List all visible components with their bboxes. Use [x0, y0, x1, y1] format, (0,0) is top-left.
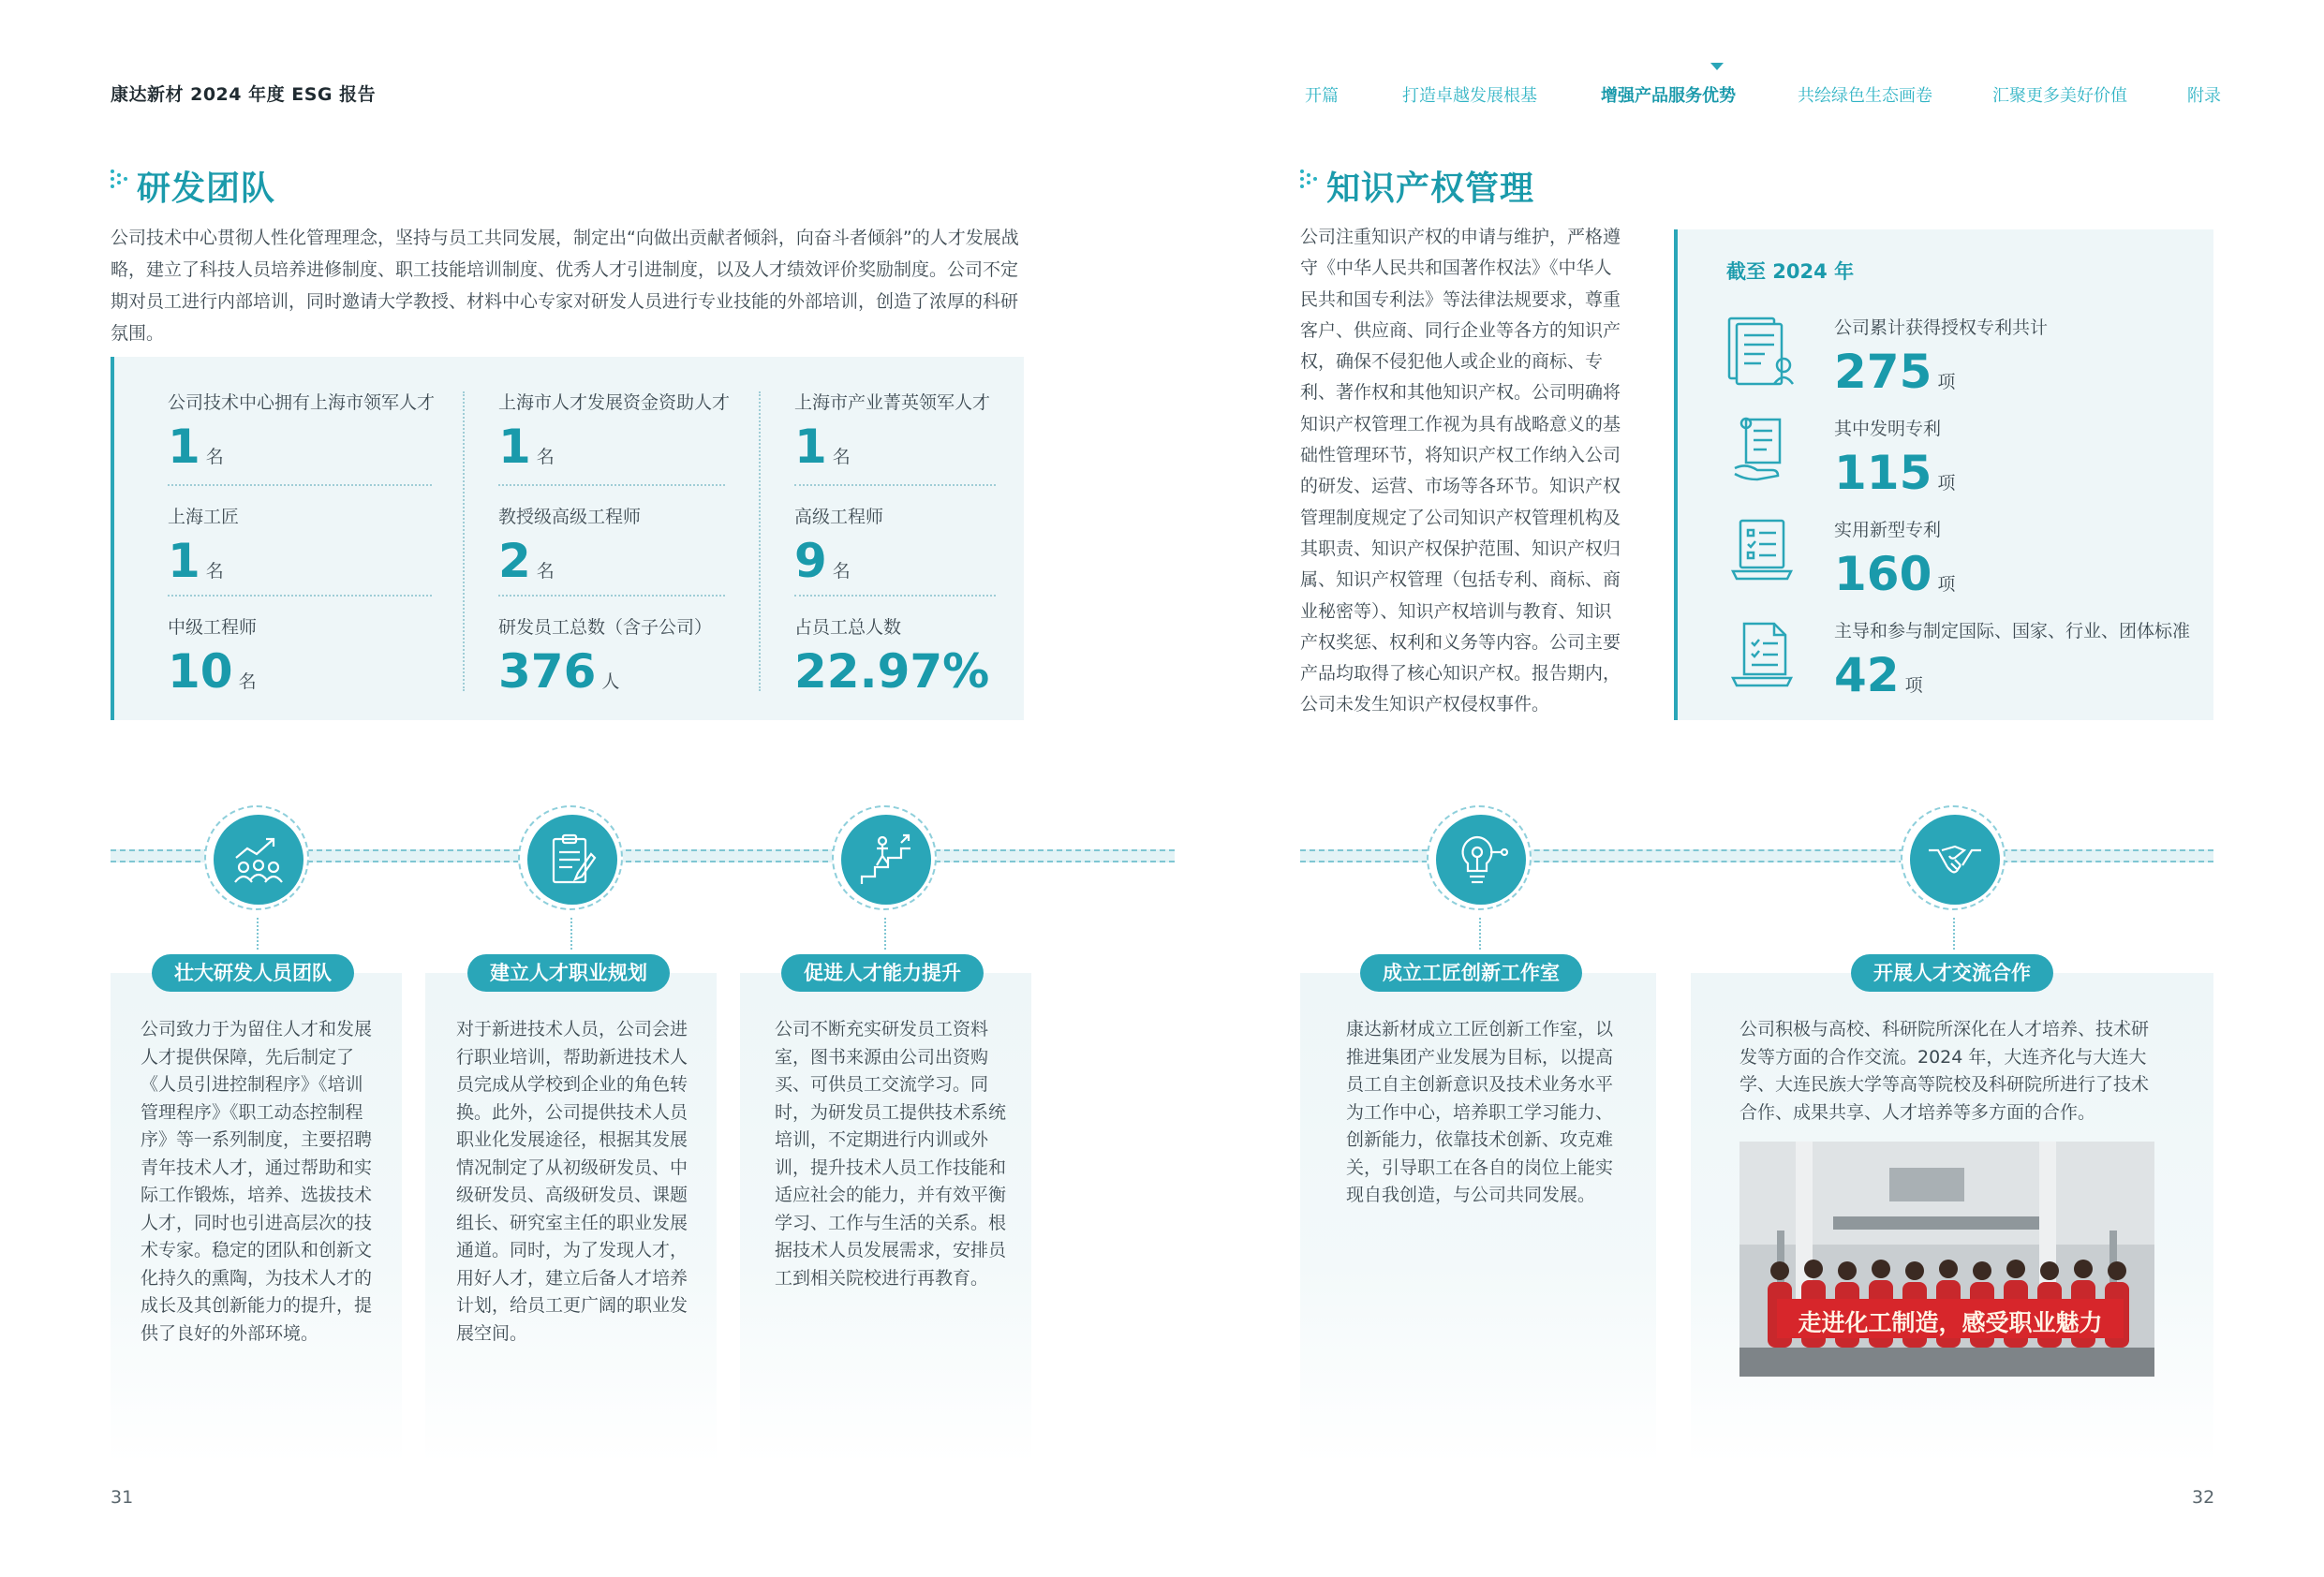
checklist-laptop-icon [1729, 517, 1795, 584]
timeline-title-pill: 促进人才能力提升 [781, 954, 984, 992]
nav-product-service[interactable]: 增强产品服务优势 [1601, 86, 1736, 106]
row-divider [794, 595, 996, 597]
ip-management-title: 知识产权管理 [1326, 169, 1535, 208]
stat-unit: 名 [536, 561, 555, 582]
ip-stat-item [1834, 314, 2049, 399]
ip-stat-value: 275 [1834, 345, 1932, 399]
page-number-left: 31 [111, 1487, 134, 1508]
timeline-title-pill: 开展人才交流合作 [1851, 954, 2053, 992]
timeline-text: 对于新进技术人员，公司会进行职业培训，帮助新进技术人员完成从学校到企业的角色转换。此外，公司提供技术人员职业化发展途径，根据其发展情况制定了从初级研发员、中级研发员、高级研发员、课题组长、研究室主任的职业发展通道。同时，为了发现人才，用好人才，建立后备人才培养计划，给员工更广阔的职业发展空间。 [456, 1019, 688, 1344]
standard-document-icon [1729, 620, 1795, 689]
ip-stat-item [1834, 415, 1956, 500]
timeline-node [1427, 805, 1532, 910]
stat-value: 22.97% [794, 644, 990, 699]
timeline-node [204, 805, 309, 910]
stat-label: 高级工程师 [794, 507, 884, 527]
column-divider [759, 391, 761, 691]
stat-item [498, 503, 642, 588]
team-growth-icon [230, 832, 287, 888]
stat-item [794, 613, 995, 699]
page-number-right: 32 [2192, 1487, 2215, 1508]
ip-stat-value: 42 [1834, 648, 1900, 702]
stairs-climb-icon [858, 832, 914, 888]
card-accent-bar [111, 357, 114, 720]
stat-item [168, 389, 436, 474]
timeline-node [518, 805, 623, 910]
clipboard-pen-icon [544, 832, 600, 888]
section-dots-icon [111, 169, 127, 194]
timeline-text: 公司积极与高校、科研院所深化在人才培养、技术研发等方面的合作交流。2024 年，大连齐化与大连大学、大连民族大学等高等院校及科研院所进行了技术合作、成果共享、人才培养等多方面的合作。 [1739, 1019, 2150, 1123]
handshake-icon [1927, 832, 1983, 888]
ip-stat-value: 115 [1834, 446, 1932, 500]
stat-item [168, 503, 240, 588]
nav-opening[interactable]: 开篇 [1305, 86, 1339, 106]
team-photo-illustration [1739, 1142, 2154, 1377]
timeline-text: 康达新材成立工匠创新工作室，以推进集团产业发展为目标，以提高员工自主创新意识及技术业务水平为工作中心，培养职工学习能力、创新能力，依靠技术创新、攻克难关，引导职工在各自的岗位上能实现自我创造，与公司共同发展。 [1346, 1019, 1614, 1205]
report-title: 康达新材 2024 年度 ESG 报告 [111, 84, 377, 105]
timeline-stem [884, 918, 886, 950]
stat-value: 2 [498, 534, 531, 588]
nav-appendix[interactable]: 附录 [2187, 86, 2221, 106]
timeline-text: 公司不断充实研发员工资料室，图书来源由公司出资购买、可供员工交流学习。同时，为研发员工提供技术系统培训，不定期进行内训或外训，提升技术人员工作技能和适应社会的能力，并有效平衡学习、工作与生活的关系。根据技术人员发展需求，安排员工到相关院校进行再教育。 [775, 1019, 1007, 1289]
ip-stat-label: 其中发明专利 [1834, 419, 1942, 439]
stat-label: 占员工总人数 [794, 617, 902, 638]
timeline-stem [1479, 918, 1481, 950]
stat-unit: 名 [832, 447, 851, 467]
ip-stat-item [1834, 516, 1956, 601]
stat-label: 上海市人才发展资金资助人才 [498, 392, 731, 413]
ip-stat-value: 160 [1834, 547, 1932, 601]
stat-item [168, 613, 258, 699]
nav-better-value[interactable]: 汇聚更多美好价值 [1992, 86, 2127, 106]
timeline-stem [570, 918, 572, 950]
ip-stat-unit: 项 [1937, 372, 1956, 392]
stat-unit: 名 [205, 561, 224, 582]
row-divider [168, 484, 432, 486]
timeline-node [832, 805, 937, 910]
timeline-stem [257, 918, 259, 950]
stat-label: 研发员工总数（含子公司） [498, 617, 713, 638]
stat-value: 1 [498, 420, 531, 474]
stat-label: 教授级高级工程师 [498, 507, 642, 527]
stat-label: 公司技术中心拥有上海市领军人才 [168, 392, 436, 413]
timeline-title-pill: 建立人才职业规划 [467, 954, 670, 992]
stat-value: 376 [498, 644, 597, 699]
ip-stats-heading: 截至 2024 年 [1726, 260, 1855, 283]
timeline-text: 公司致力于为留住人才和发展人才提供保障，先后制定了《人员引进控制程序》《培训管理程序》《职工动态控制程序》等一系列制度，主要招聘青年技术人才，通过帮助和实际工作锻炼，培养、选拔技术人才，同时也引进高层次的技术专家。稳定的团队和创新文化持久的熏陶，为技术人才的成长及其创新能力的提升，提供了良好的外部环境。 [141, 1019, 373, 1344]
row-divider [498, 484, 725, 486]
timeline-title-pill: 壮大研发人员团队 [152, 954, 354, 992]
stat-value: 1 [168, 420, 200, 474]
row-divider [498, 595, 725, 597]
stat-value: 1 [168, 534, 200, 588]
stat-value: 10 [168, 644, 233, 699]
stat-label: 上海工匠 [168, 507, 240, 527]
stat-unit: 人 [601, 671, 620, 692]
stat-value: 1 [794, 420, 827, 474]
column-divider [463, 391, 465, 691]
row-divider [794, 484, 996, 486]
rd-team-title: 研发团队 [137, 169, 276, 208]
stat-unit: 名 [536, 447, 555, 467]
ip-stat-unit: 项 [1937, 473, 1956, 494]
card-accent-bar [1674, 229, 1678, 720]
stat-item [498, 389, 731, 474]
stat-label: 上海市产业菁英领军人才 [794, 392, 991, 413]
nav-green-ecology[interactable]: 共绘绿色生态画卷 [1798, 86, 1932, 106]
timeline-stem [1953, 918, 1955, 950]
timeline-title-pill: 成立工匠创新工作室 [1360, 954, 1582, 992]
team-photo [1739, 1142, 2154, 1377]
stat-item [794, 389, 991, 474]
nav-foundation[interactable]: 打造卓越发展根基 [1402, 86, 1537, 106]
active-nav-caret-icon [1710, 63, 1724, 70]
stat-unit: 名 [238, 671, 257, 692]
rd-team-intro: 公司技术中心贯彻人性化管理理念，坚持与员工共同发展，制定出“向做出贡献者倾斜，向奋斗者倾斜”的人才发展战略，建立了科技人员培养进修制度、职工技能培训制度、优秀人才引进制度，以及人才绩效评价奖励制度。公司不定期对员工进行内部培训，同时邀请大学教授、材料中心专家对研发人员进行专业技能的外部培训，创造了浓厚的科研氛围。 [111, 228, 1019, 344]
stat-unit: 名 [832, 561, 851, 582]
stat-unit: 名 [205, 447, 224, 467]
ip-stat-unit: 项 [1904, 675, 1923, 696]
stat-item [794, 503, 884, 588]
patent-document-icon [1724, 315, 1802, 388]
stat-value: 9 [794, 534, 827, 588]
ip-management-intro: 公司注重知识产权的申请与维护，严格遵守《中华人民共和国著作权法》《中华人民共和国专利法》等法律法规要求，尊重客户、供应商、同行企业等各方的知识产权，确保不侵犯他人或企业的商标、专利、著作权和其他知识产权。公司明确将知识产权管理工作视为具有战略意义的基础性管理环节，将知识产权工作纳入公司的研发、运营、市场等各环节。知识产权管理制度规定了公司知识产权管理机构及其职责、知识产权保护范围、知识产权归属、知识产权管理（包括专利、商标、商业秘密等）、知识产权培训与教育、知识产权奖惩、权利和义务等内容。公司主要产品均取得了核心知识产权。报告期内，公司未发生知识产权侵权事件。 [1300, 227, 1621, 715]
lightbulb-icon [1453, 832, 1509, 888]
ip-stat-label: 实用新型专利 [1834, 520, 1942, 540]
photo-banner-text: 走进化工制造，感受职业魅力 [1798, 1309, 2103, 1336]
timeline-node [1901, 805, 2006, 910]
stat-label: 中级工程师 [168, 617, 258, 638]
stat-item [498, 613, 713, 699]
invention-scroll-icon [1731, 414, 1793, 489]
ip-stat-label: 公司累计获得授权专利共计 [1834, 317, 2049, 338]
ip-stat-label: 主导和参与制定国际、国家、行业、团体标准 [1834, 621, 2191, 641]
ip-stat-unit: 项 [1937, 574, 1956, 595]
row-divider [168, 595, 432, 597]
section-dots-icon [1300, 169, 1317, 194]
ip-stat-item [1834, 617, 2191, 702]
